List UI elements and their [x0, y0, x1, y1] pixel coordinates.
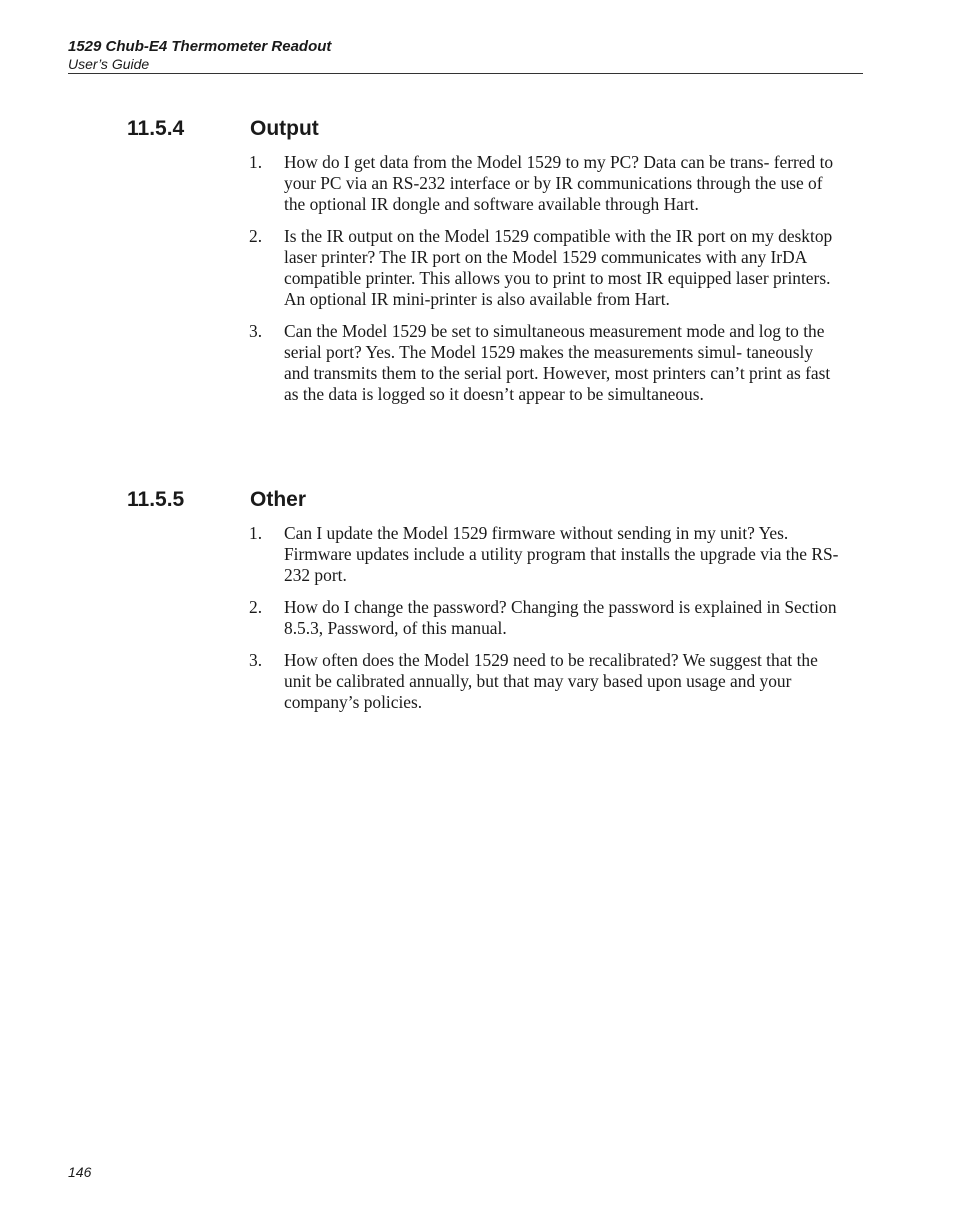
- item-number: 2.: [249, 597, 263, 617]
- item-number: 2.: [249, 226, 263, 246]
- section-number: 11.5.4: [127, 117, 185, 140]
- section-number: 11.5.5: [127, 488, 185, 511]
- qa-list: [0, 523, 954, 713]
- list-item: [249, 226, 840, 310]
- item-number: 1.: [249, 523, 263, 543]
- list-item: [249, 321, 840, 405]
- document-subtitle: User’s Guide: [68, 56, 150, 72]
- qa-list: [0, 152, 954, 405]
- item-number: 3.: [249, 321, 263, 341]
- page-number: 146: [68, 1164, 92, 1180]
- section-heading: [0, 116, 954, 142]
- section-heading: [0, 487, 954, 513]
- item-text: How often does the Model 1529 need to be recalibrated? We suggest that the unit be calibrated annually, but that may vary based upon usage and your company’s policies.: [284, 650, 818, 712]
- item-text: Can I update the Model 1529 firmware without sending in my unit? Yes. Firmware updates include a utility program that installs the upgrade via the RS-232 port.: [284, 523, 839, 585]
- document-title: 1529 Chub-E4 Thermometer Readout: [68, 38, 332, 55]
- section-title: Output: [250, 117, 319, 140]
- item-text: Is the IR output on the Model 1529 compatible with the IR port on my desktop laser printer? The IR port on the Model 1529 communicates with any IrDA compatible printer. This allows you to print to most IR equipped laser printers. An optional IR mini-printer is also available from Hart.: [284, 226, 833, 309]
- section-output: [0, 116, 954, 416]
- item-text: Can the Model 1529 be set to simultaneous measurement mode and log to the serial port? Yes. The Model 1529 makes the measurements simul- taneously and transmits them to the serial port. However, most printers can’t print as fast as the data is logged so it doesn’t appear to be simultaneous.: [284, 321, 831, 404]
- item-text: How do I change the password? Changing the password is explained in Section 8.5.3, Password, of this manual.: [284, 597, 837, 638]
- item-text: How do I get data from the Model 1529 to my PC? Data can be trans- ferred to your PC via an RS-232 interface or by IR communications through the use of the optional IR dongle and software available through Hart.: [284, 152, 834, 214]
- running-header: [68, 38, 863, 74]
- list-item: [249, 523, 840, 586]
- list-item: [249, 597, 840, 639]
- list-item: [249, 152, 840, 215]
- item-number: 3.: [249, 650, 263, 670]
- list-item: [249, 650, 840, 713]
- item-number: 1.: [249, 152, 263, 172]
- section-other: [0, 487, 954, 724]
- section-title: Other: [250, 488, 307, 511]
